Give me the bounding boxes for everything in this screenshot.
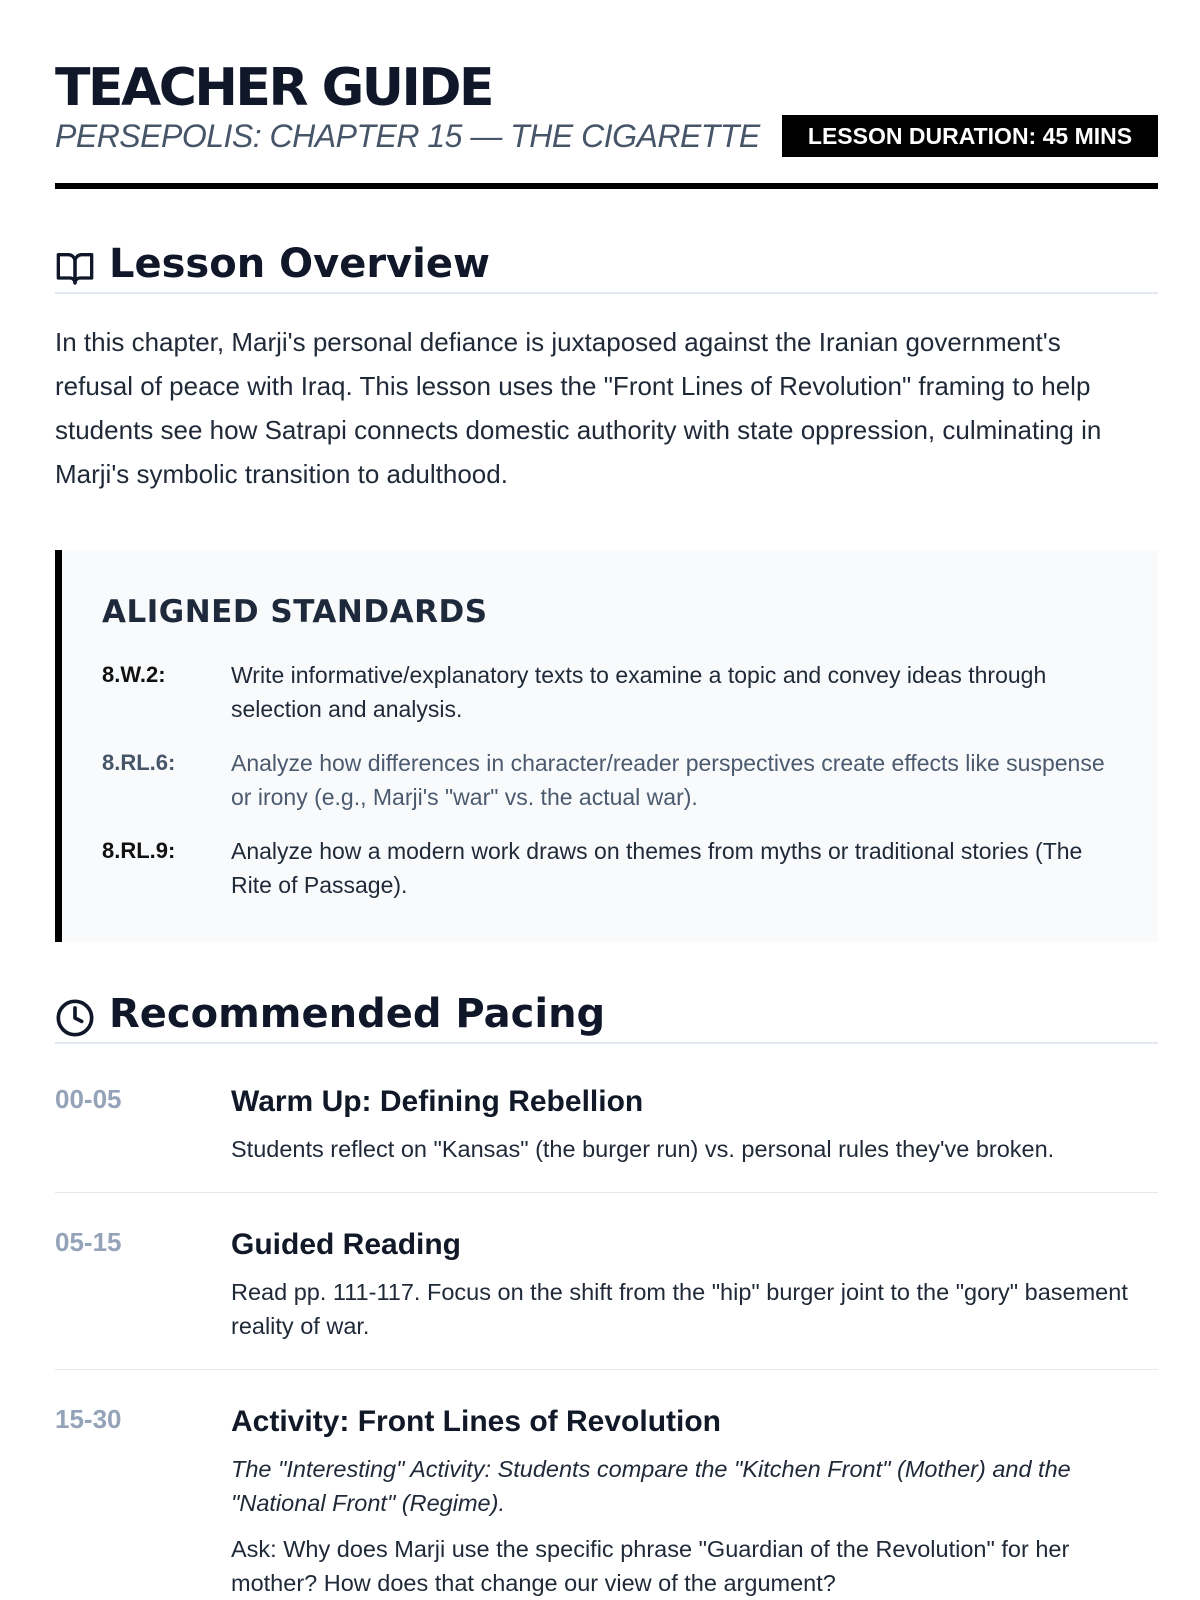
page-subtitle: PERSEPOLIS: CHAPTER 15 — THE CIGARETTE	[55, 118, 760, 154]
standard-code: 8.W.2:	[102, 662, 166, 687]
pacing-title: Guided Reading	[231, 1228, 462, 1261]
pacing-description: Ask: Why does Marji use the specific phrase "Guardian of the Revolution" for her mother? How does that change our view of the argument?	[231, 1536, 1070, 1596]
pacing-item	[55, 1402, 1158, 1598]
header-divider	[55, 183, 1158, 189]
aligned-standards-box	[55, 550, 1158, 942]
overview-text: In this chapter, Marji's personal defiance is juxtaposed against the Iranian government's refusal of peace with Iraq. This lesson uses the "Front Lines of Revolution" framing to help students see how Satrapi connects domestic authority with state oppression, culminating in Marji's symbolic transition to adulthood.	[55, 327, 1102, 489]
pacing-description: Read pp. 111-117. Focus on the shift from the "hip" burger joint to the "gory" basement reality of war.	[231, 1279, 1128, 1339]
book-open-icon	[55, 248, 95, 288]
lesson-duration-badge: LESSON DURATION: 45 MINS	[782, 115, 1158, 157]
page-title: TEACHER GUIDE	[55, 58, 493, 118]
pacing-heading: Recommended Pacing	[109, 991, 606, 1037]
standards-heading: ALIGNED STANDARDS	[102, 594, 488, 630]
pacing-time: 00-05	[55, 1084, 122, 1114]
standard-text: Analyze how differences in character/reader perspectives create effects like suspense or irony (e.g., Marji's "war" vs. the actual war).	[231, 750, 1105, 810]
overview-section-heading	[55, 230, 1158, 294]
pacing-section-heading	[55, 980, 1158, 1044]
clock-icon	[55, 998, 95, 1038]
pacing-item	[55, 1225, 1158, 1370]
pacing-title: Warm Up: Defining Rebellion	[231, 1085, 644, 1118]
pacing-title: Activity: Front Lines of Revolution	[231, 1405, 722, 1438]
standard-text: Write informative/explanatory texts to examine a topic and convey ideas through selection and analysis.	[231, 662, 1047, 722]
pacing-activity-note: The "Interesting" Activity: Students compare the "Kitchen Front" (Mother) and the "National Front" (Regime).	[231, 1456, 1071, 1516]
standard-code: 8.RL.9:	[102, 838, 176, 863]
standard-text: Analyze how a modern work draws on themes from myths or traditional stories (The Rite of Passage).	[231, 838, 1083, 898]
overview-heading: Lesson Overview	[109, 241, 490, 287]
pacing-item	[55, 1082, 1158, 1193]
pacing-time: 15-30	[55, 1404, 122, 1434]
pacing-description: Students reflect on "Kansas" (the burger run) vs. personal rules they've broken.	[231, 1136, 1055, 1162]
pacing-time: 05-15	[55, 1227, 122, 1257]
standard-code: 8.RL.6:	[102, 750, 176, 775]
